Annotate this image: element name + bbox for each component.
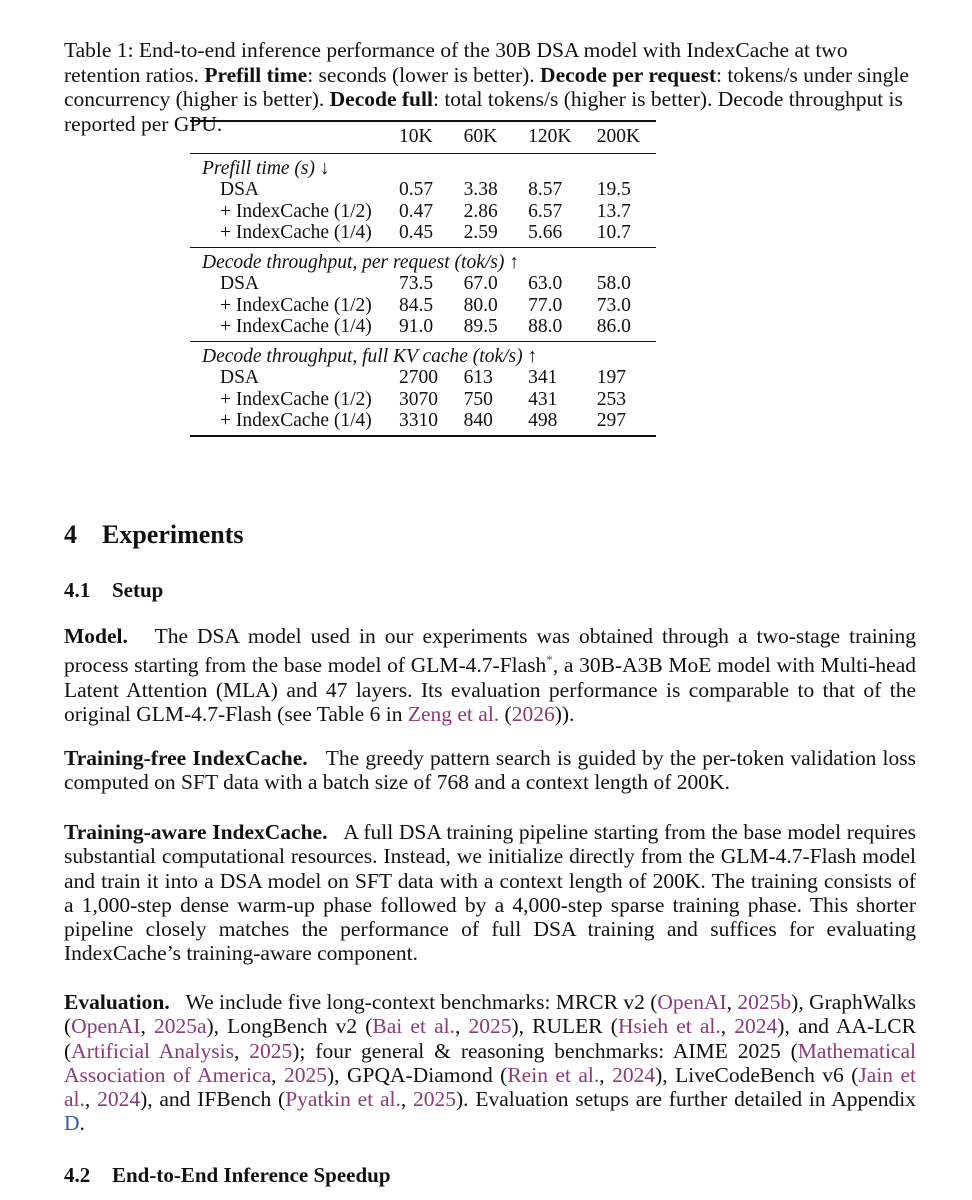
paragraph-training-aware <box>64 820 916 966</box>
header-empty <box>190 121 391 153</box>
paragraph-text: ). Evaluation setups are further detailed in Appendix <box>456 1087 917 1112</box>
paragraph-text: The greedy pattern search is guided by the per-token validation loss computed on SFT data with a batch size of 768 and a context length of 200K. <box>64 746 916 795</box>
subsection-number: 4.1 <box>64 578 91 602</box>
table-cell: 63.0 <box>528 273 563 294</box>
citation-link[interactable]: 2024 <box>734 1014 778 1039</box>
appendix-link[interactable]: D <box>64 1111 80 1136</box>
citation-link[interactable]: Rein et al. <box>507 1062 600 1087</box>
table-row <box>190 201 656 223</box>
group-decode-per-request <box>190 247 656 341</box>
paragraph-text: , <box>140 1014 154 1039</box>
paragraph-text: , a 30B-A3B MoE model with Multi-head Latent Attention (MLA) and 47 layers. Its evaluation performance is comparable to that of the original GLM-4.7-Flash (see Table 6 in <box>64 653 916 727</box>
citation-link[interactable]: 2025 <box>468 1014 512 1039</box>
paragraph-text: ), and AA-LCR ( <box>64 1014 916 1063</box>
table-cell: 253 <box>596 388 627 410</box>
row-label: + IndexCache (1/2) <box>220 388 372 410</box>
caption-decode-full-desc: : total tokens/s (higher is better). Decode throughput is reported per GPU. <box>64 87 903 136</box>
citation-link[interactable]: Pyatkin et al. <box>285 1087 401 1112</box>
row-label: + IndexCache (1/4) <box>220 410 372 431</box>
paragraph-text: ); four general & reasoning benchmarks: AIME 2025 ( <box>292 1038 798 1063</box>
table-cell: 3070 <box>399 388 438 410</box>
table-row <box>190 295 656 317</box>
paragraph-text: . <box>79 1111 85 1136</box>
table-cell: 89.5 <box>463 316 498 337</box>
table-cell: 297 <box>596 410 627 431</box>
paragraph-text: ), GraphWalks ( <box>64 990 917 1039</box>
paragraph-label: Training-free IndexCache. <box>64 746 308 770</box>
citation-link[interactable]: 2026 <box>511 702 555 727</box>
table-cell: 10.7 <box>596 222 631 243</box>
citation-link[interactable]: Jain et al. <box>64 1062 917 1112</box>
caption-decode-request-desc: : tokens/s under single concurrency (higher is better). <box>64 62 909 111</box>
caption-decode-full-label: Decode full <box>329 87 433 111</box>
section-title: Experiments <box>102 520 244 549</box>
footnote-link[interactable]: * <box>546 652 553 668</box>
paragraph-text: , <box>233 1038 250 1063</box>
table-cell: 750 <box>463 388 493 410</box>
group-title: Decode throughput, per request (tok/s) ↑ <box>202 251 519 273</box>
citation-link[interactable]: 2025a <box>153 1014 207 1039</box>
paragraph-label: Training-aware IndexCache. <box>64 820 328 844</box>
citation-link[interactable]: 2025 <box>413 1087 457 1112</box>
paragraph-text: , <box>400 1087 414 1112</box>
paragraph-evaluation <box>64 990 916 1136</box>
paragraph-text: ), LongBench v2 ( <box>206 1014 373 1039</box>
table-row <box>190 222 656 247</box>
row-label: + IndexCache (1/2) <box>220 200 372 222</box>
table-cell: 73.0 <box>596 294 631 316</box>
paragraph-text: ), and IFBench ( <box>140 1087 286 1112</box>
paragraph-model <box>64 624 916 726</box>
table-cell: 431 <box>528 388 558 410</box>
paragraph-text: The DSA model used in our experiments was obtained through a two-stage training process starting from the base model of GLM-4.7-Flash <box>64 624 916 678</box>
paragraph-text: , <box>84 1087 98 1112</box>
citation-link[interactable]: Artificial Analysis <box>71 1038 234 1063</box>
table-cell: 77.0 <box>528 294 563 316</box>
table-cell: 0.57 <box>399 179 434 200</box>
table-cell: 67.0 <box>463 273 498 294</box>
paragraph-text: , <box>271 1062 285 1087</box>
table-cell: 0.47 <box>399 200 434 222</box>
citation-link[interactable]: OpenAI <box>657 990 727 1014</box>
paragraph-text: , <box>599 1062 613 1087</box>
table-row <box>190 410 656 436</box>
table-row <box>190 273 656 295</box>
caption-prefill-label: Prefill time <box>204 62 308 87</box>
table-cell: 58.0 <box>596 273 631 294</box>
paragraph-text: ( <box>499 702 512 727</box>
table-cell: 73.5 <box>399 273 434 294</box>
table-cell: 197 <box>596 367 627 388</box>
citation-link[interactable]: Hsieh et al. <box>617 1014 721 1039</box>
paragraph-text: )). <box>554 702 575 727</box>
table-cell: 6.57 <box>528 200 563 222</box>
group-decode-full-kv <box>190 341 656 436</box>
paragraph-text: ), GPQA-Diamond ( <box>327 1062 508 1087</box>
table-cell: 91.0 <box>399 316 434 337</box>
citation-link[interactable]: Mathematical Association of America <box>64 1038 916 1087</box>
results-table <box>190 120 656 437</box>
table-cell: 13.7 <box>596 200 631 222</box>
table-cell: 80.0 <box>463 294 498 316</box>
citation-link[interactable]: OpenAI <box>71 1014 141 1039</box>
column-header: 120K <box>528 126 572 147</box>
table-cell: 341 <box>528 367 558 388</box>
paragraph-label: Model. <box>64 624 128 648</box>
results-table-wrapper <box>190 120 656 437</box>
caption-prefill-desc: : seconds (lower is better). <box>307 62 535 87</box>
subsection-title: Setup <box>112 578 164 602</box>
row-label: + IndexCache (1/4) <box>220 222 372 243</box>
paragraph-label: Evaluation. <box>64 990 170 1014</box>
table-cell: 2700 <box>399 367 438 388</box>
paragraph-text: A full DSA training pipeline starting from the base model requires substantial computational resources. Instead, we initialize directly from the GLM-4.7-Flash model and train it into a DSA model on SFT data with a context length of 200K. The training consists of a 1,000-step dense warm-up phase followed by a 4,000-step sparse training phase. This shorter pipeline closely matches the performance of full DSA training and suffices for evaluating IndexCache’s training-aware component. <box>64 820 916 966</box>
table-cell: 2.59 <box>463 222 498 243</box>
citation-link[interactable]: 2025 <box>284 1062 328 1087</box>
table-cell: 3.38 <box>463 179 498 200</box>
paragraph-text: ), RULER ( <box>511 1014 618 1039</box>
subsection-heading-speedup <box>64 1163 391 1188</box>
table-cell: 0.45 <box>399 222 434 243</box>
row-label: DSA <box>220 367 260 388</box>
citation-link[interactable]: 2025b <box>737 990 792 1014</box>
table-row <box>190 316 656 341</box>
table-cell: 86.0 <box>596 316 631 337</box>
group-title: Prefill time (s) ↓ <box>202 157 330 179</box>
table-cell: 19.5 <box>596 179 631 200</box>
paragraph-text: , <box>726 990 738 1014</box>
table-cell: 2.86 <box>463 200 498 222</box>
paragraph-text: , <box>454 1014 469 1039</box>
group-title: Decode throughput, full KV cache (tok/s) ↑ <box>202 345 538 367</box>
table-cell: 8.57 <box>528 179 563 200</box>
paragraph-text: ), LiveCodeBench v6 ( <box>655 1062 859 1087</box>
table-row <box>190 389 656 411</box>
citation-link[interactable]: Bai et al. <box>372 1014 455 1039</box>
paragraph-text: We include five long-context benchmarks: MRCR v2 ( <box>185 990 658 1014</box>
table-cell: 88.0 <box>528 316 563 337</box>
column-header: 200K <box>596 126 641 147</box>
row-label: DSA <box>220 273 260 294</box>
table-cell: 3310 <box>399 410 438 431</box>
table-cell: 840 <box>463 410 493 431</box>
paragraph-text: , <box>720 1014 735 1039</box>
subsection-heading-setup <box>64 578 163 603</box>
group-prefill <box>190 153 656 247</box>
caption-prefix: Table 1: End-to-end inference performance of the 30B DSA model with IndexCache at two retention ratios. <box>64 38 848 87</box>
table-cell: 613 <box>463 367 493 388</box>
row-label: + IndexCache (1/4) <box>220 316 372 337</box>
table-row <box>190 179 656 201</box>
row-label: + IndexCache (1/2) <box>220 294 372 316</box>
row-label: DSA <box>220 179 260 200</box>
section-heading <box>64 520 244 550</box>
citation-link[interactable]: 2024 <box>97 1087 141 1112</box>
column-header: 60K <box>463 126 498 147</box>
paragraph-training-free <box>64 746 916 795</box>
table-cell: 84.5 <box>399 294 434 316</box>
table-row <box>190 367 656 389</box>
table-cell: 5.66 <box>528 222 563 243</box>
column-header: 10K <box>399 126 433 147</box>
citation-link[interactable]: 2025 <box>249 1038 293 1063</box>
citation-link[interactable]: Zeng et al. <box>407 702 500 727</box>
subsection-number: 4.2 <box>64 1163 91 1187</box>
section-number: 4 <box>64 520 77 549</box>
caption-decode-request-label: Decode per request <box>540 62 716 87</box>
table-cell: 498 <box>528 410 558 431</box>
citation-link[interactable]: 2024 <box>612 1062 656 1087</box>
subsection-title: End-to-End Inference Speedup <box>112 1163 391 1187</box>
